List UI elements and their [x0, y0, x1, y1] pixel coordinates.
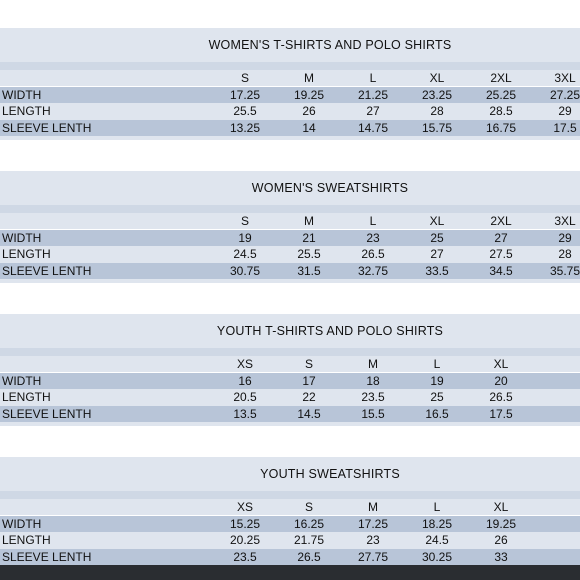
size-label: L — [369, 214, 377, 228]
size-chart-womens-tshirts — [0, 28, 580, 148]
measurement-cell: 23 — [366, 533, 380, 547]
row-label: LENGTH — [2, 390, 51, 404]
measurement-cell: 26 — [302, 104, 316, 118]
measurement-cell: 14.5 — [297, 407, 321, 421]
row-label: SLEEVE LENTH — [2, 264, 92, 278]
measurement-cell: 16.5 — [425, 407, 449, 421]
measurement-cell: 25.5 — [297, 247, 321, 261]
measurement-cell: 21 — [302, 231, 316, 245]
measurement-cell: 15.25 — [229, 517, 261, 531]
size-label: 3XL — [554, 71, 576, 85]
measurement-cell: 29 — [558, 104, 572, 118]
measurement-cell: 29 — [558, 231, 572, 245]
size-label: M — [368, 357, 378, 371]
size-chart-youth-sweatshirts — [0, 457, 580, 577]
measurement-cell: 23.5 — [233, 550, 257, 564]
size-header-row — [0, 70, 580, 86]
size-label: XL — [429, 214, 445, 228]
size-label: S — [304, 357, 313, 371]
measurement-cell: 15.75 — [421, 121, 453, 135]
measurement-cell: 35.75 — [549, 264, 580, 278]
measurement-cell: 25 — [430, 390, 444, 404]
size-label: M — [304, 214, 314, 228]
measurement-cell: 22 — [302, 390, 316, 404]
measurement-cell: 24.5 — [233, 247, 257, 261]
measurement-cell: 26.5 — [489, 390, 513, 404]
measurement-cell: 28 — [430, 104, 444, 118]
row-label: SLEEVE LENTH — [2, 121, 92, 135]
size-label: XL — [493, 357, 509, 371]
measurement-cell: 16 — [238, 374, 252, 388]
table-row-sleeve — [0, 120, 580, 136]
measurement-cell: 23.5 — [361, 390, 385, 404]
measurement-cell: 14.75 — [357, 121, 389, 135]
row-label: WIDTH — [2, 231, 42, 245]
size-label: 2XL — [490, 214, 512, 228]
size-label: 3XL — [554, 214, 576, 228]
measurement-cell: 31.5 — [297, 264, 321, 278]
measurement-cell: 19 — [238, 231, 252, 245]
measurement-cell: 25.25 — [485, 88, 517, 102]
table-row-width — [0, 516, 580, 532]
size-header-row — [0, 213, 580, 229]
table-row-sleeve — [0, 406, 580, 422]
row-label: SLEEVE LENTH — [2, 550, 92, 564]
size-label: L — [433, 357, 441, 371]
measurement-cell: 26 — [494, 533, 508, 547]
size-chart-womens-sweatshirts — [0, 171, 580, 291]
spacer-band — [0, 205, 580, 213]
measurement-cell: 27 — [494, 231, 508, 245]
size-label: XS — [236, 500, 253, 514]
row-label: WIDTH — [2, 517, 42, 531]
table-row-sleeve — [0, 263, 580, 279]
bottom-bar — [0, 565, 580, 580]
measurement-cell: 17.25 — [357, 517, 389, 531]
size-label: S — [240, 71, 249, 85]
measurement-cell: 28 — [558, 247, 572, 261]
measurement-cell: 13.25 — [229, 121, 261, 135]
measurement-cell: 25.5 — [233, 104, 257, 118]
size-label: M — [304, 71, 314, 85]
size-header-row — [0, 499, 580, 515]
measurement-cell: 17.5 — [489, 407, 513, 421]
measurement-cell: 30.25 — [421, 550, 453, 564]
row-label: LENGTH — [2, 533, 51, 547]
footer-band — [0, 422, 580, 426]
chart-title: WOMEN'S SWEATSHIRTS — [251, 181, 409, 195]
measurement-cell: 33 — [494, 550, 508, 564]
measurement-cell: 14 — [302, 121, 316, 135]
measurement-cell: 20 — [494, 374, 508, 388]
chart-title: YOUTH T-SHIRTS AND POLO SHIRTS — [216, 324, 444, 338]
footer-band — [0, 136, 580, 140]
measurement-cell: 19.25 — [485, 517, 517, 531]
measurement-cell: 34.5 — [489, 264, 513, 278]
measurement-cell: 27.75 — [357, 550, 389, 564]
spacer-band — [0, 62, 580, 70]
measurement-cell: 32.75 — [357, 264, 389, 278]
size-label: XL — [493, 500, 509, 514]
measurement-cell: 28.5 — [489, 104, 513, 118]
size-label: XS — [236, 357, 253, 371]
measurement-cell: 16.75 — [485, 121, 517, 135]
chart-title: YOUTH SWEATSHIRTS — [260, 467, 400, 481]
row-label: SLEEVE LENTH — [2, 407, 92, 421]
size-chart-youth-tshirts — [0, 314, 580, 434]
measurement-cell: 23 — [366, 231, 380, 245]
table-row-width — [0, 87, 580, 103]
size-label: L — [433, 500, 441, 514]
size-label: S — [304, 500, 313, 514]
row-label: LENGTH — [2, 247, 51, 261]
size-label: XL — [429, 71, 445, 85]
measurement-cell: 23.25 — [421, 88, 453, 102]
spacer-band — [0, 348, 580, 356]
measurement-cell: 20.5 — [233, 390, 257, 404]
measurement-cell: 30.75 — [229, 264, 261, 278]
measurement-cell: 19.25 — [293, 88, 325, 102]
measurement-cell: 27.5 — [489, 247, 513, 261]
measurement-cell: 27 — [366, 104, 380, 118]
spacer-band — [0, 491, 580, 499]
measurement-cell: 15.5 — [361, 407, 385, 421]
measurement-cell: 33.5 — [425, 264, 449, 278]
row-label: WIDTH — [2, 374, 42, 388]
measurement-cell: 20.25 — [229, 533, 261, 547]
measurement-cell: 17.25 — [229, 88, 261, 102]
footer-band — [0, 279, 580, 283]
measurement-cell: 18 — [366, 374, 380, 388]
size-label: L — [369, 71, 377, 85]
measurement-cell: 21.75 — [293, 533, 325, 547]
measurement-cell: 21.25 — [357, 88, 389, 102]
table-row-width — [0, 373, 580, 389]
measurement-cell: 17 — [302, 374, 316, 388]
table-row-length — [0, 103, 580, 119]
size-label: 2XL — [490, 71, 512, 85]
table-row-length — [0, 246, 580, 262]
size-header-row — [0, 356, 580, 372]
measurement-cell: 26.5 — [361, 247, 385, 261]
measurement-cell: 25 — [430, 231, 444, 245]
measurement-cell: 27.25 — [549, 88, 580, 102]
size-label: S — [240, 214, 249, 228]
table-row-sleeve — [0, 549, 580, 565]
measurement-cell: 27 — [430, 247, 444, 261]
row-label: WIDTH — [2, 88, 42, 102]
measurement-cell: 16.25 — [293, 517, 325, 531]
measurement-cell: 19 — [430, 374, 444, 388]
measurement-cell: 13.5 — [233, 407, 257, 421]
table-row-width — [0, 230, 580, 246]
measurement-cell: 18.25 — [421, 517, 453, 531]
size-label: M — [368, 500, 378, 514]
measurement-cell: 26.5 — [297, 550, 321, 564]
row-label: LENGTH — [2, 104, 51, 118]
chart-title: WOMEN'S T-SHIRTS AND POLO SHIRTS — [208, 38, 452, 52]
table-row-length — [0, 532, 580, 548]
table-row-length — [0, 389, 580, 405]
measurement-cell: 17.5 — [553, 121, 577, 135]
measurement-cell: 24.5 — [425, 533, 449, 547]
